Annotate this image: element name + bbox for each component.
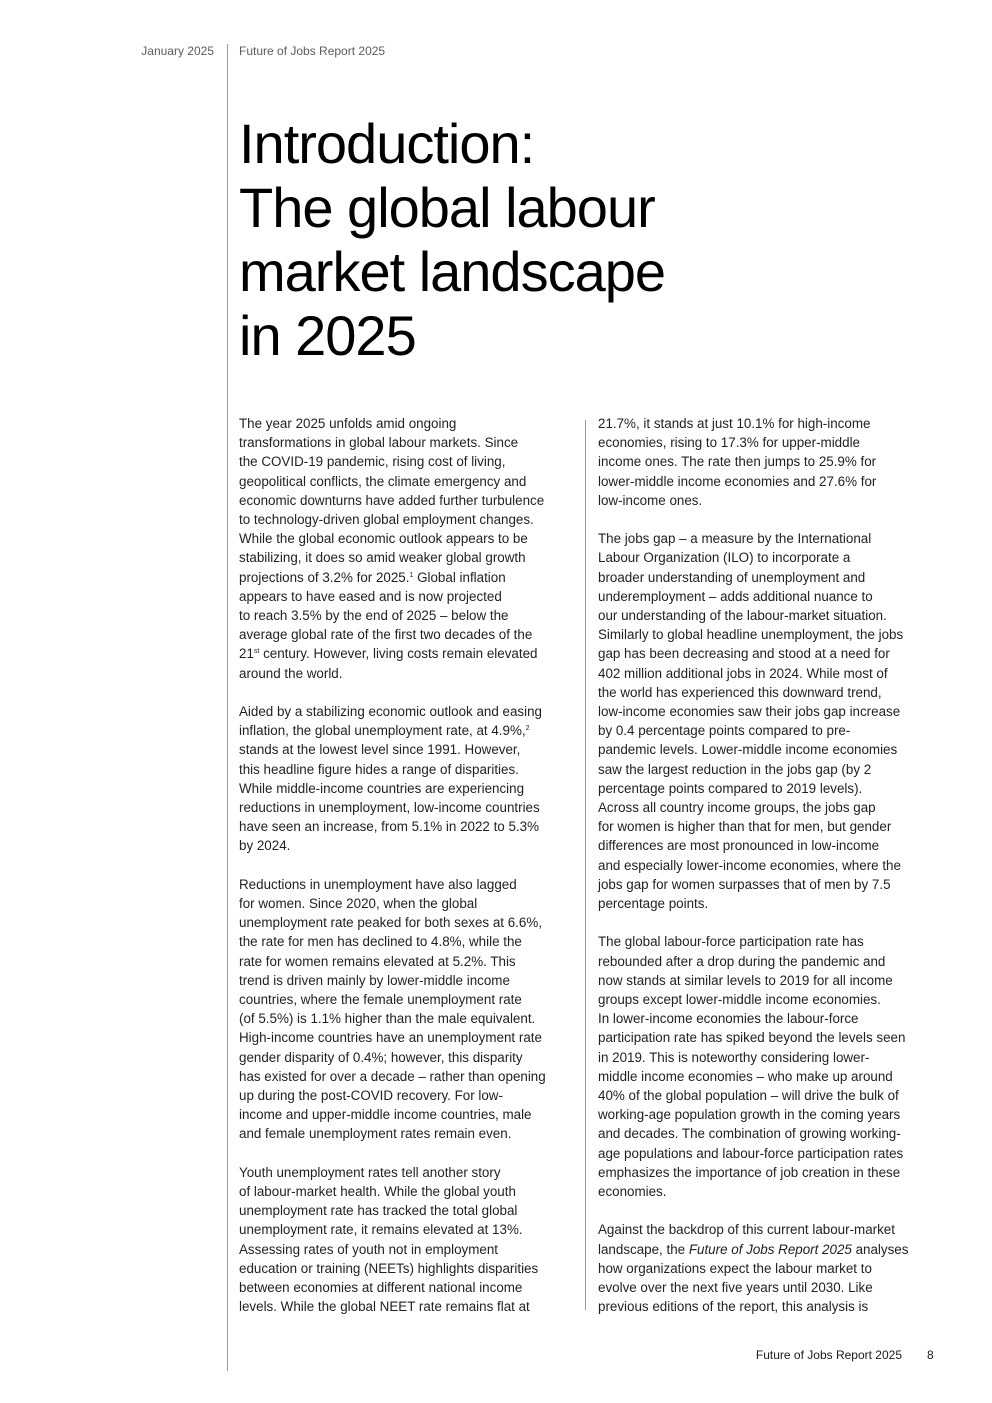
text-line: and especially lower-income economies, where the <box>598 857 901 873</box>
text-line: lower-middle income economies and 27.6% for <box>598 473 877 489</box>
text-line: underemployment – adds additional nuance to <box>598 588 873 604</box>
title-line: The global labour <box>239 176 655 239</box>
text-line: 40% of the global population – will drive the bulk of <box>598 1088 899 1104</box>
text-line: economic downturns have added further turbulence <box>239 492 545 508</box>
text-line: age populations and labour-force participation rates <box>598 1145 904 1161</box>
text-line: countries, where the female unemployment rate <box>239 992 522 1008</box>
title-line: in 2025 <box>239 304 416 367</box>
text-line: (of 5.5%) is 1.1% higher than the male equivalent. <box>239 1011 536 1027</box>
paragraph <box>239 1163 574 1317</box>
text-line: levels. While the global NEET rate remains flat at <box>239 1299 530 1315</box>
text-line: up during the post-COVID recovery. For low- <box>239 1088 503 1104</box>
ordinal-suffix: st <box>253 648 260 656</box>
text-line: Aided by a stabilizing economic outlook and easing <box>239 704 542 720</box>
text-line: has existed for over a decade – rather than opening <box>239 1068 546 1084</box>
text-line: reductions in unemployment, low-income countries <box>239 800 540 816</box>
text-line: Reductions in unemployment have also lagged <box>239 876 517 892</box>
text-line: Against the backdrop of this current labour-market <box>598 1222 895 1238</box>
text-line: and decades. The combination of growing working- <box>598 1126 901 1142</box>
text-line: unemployment rate peaked for both sexes at 6.6%, <box>239 915 542 931</box>
text-line: for women. Since 2020, when the global <box>239 896 478 912</box>
text-line: how organizations expect the labour market to <box>598 1260 872 1276</box>
text-line: Across all country income groups, the jobs gap <box>598 800 876 816</box>
paragraph <box>598 932 933 1201</box>
text-fragment: Global inflation <box>413 569 506 585</box>
footer-report-title: Future of Jobs Report 2025 <box>755 1348 902 1362</box>
text-line: While middle-income countries are experiencing <box>239 780 525 796</box>
text-line: and female unemployment rates remain even. <box>239 1126 512 1142</box>
text-line: previous editions of the report, this analysis is <box>598 1299 869 1315</box>
right-text-column <box>598 414 933 1336</box>
text-line: rebounded after a drop during the pandemic and <box>598 953 886 969</box>
text-line: appears to have eased and is now projected <box>239 588 502 604</box>
text-line: Youth unemployment rates tell another story <box>239 1164 501 1180</box>
vertical-divider <box>227 44 228 1371</box>
text-line: evolve over the next five years until 2030. Like <box>598 1280 873 1296</box>
paragraph <box>239 875 574 1144</box>
text-line: 402 million additional jobs in 2024. While most of <box>598 665 888 681</box>
footnote-marker[interactable]: 2 <box>525 725 530 733</box>
paragraph <box>598 529 933 913</box>
text-fragment: 21 <box>239 646 254 662</box>
text-line: now stands at similar levels to 2019 for all income <box>598 972 893 988</box>
text-line: rate for women remains elevated at 5.2%. This <box>239 953 516 969</box>
text-line: The year 2025 unfolds amid ongoing <box>239 416 457 431</box>
text-fragment: projections of 3.2% for 2025. <box>239 569 410 585</box>
paragraph <box>598 1220 933 1316</box>
text-line: this headline figure hides a range of disparities. <box>239 761 519 777</box>
text-line: gender disparity of 0.4%; however, this disparity <box>239 1049 523 1065</box>
text-line: middle income economies – who make up around <box>598 1068 893 1084</box>
text-line: High-income countries have an unemployment rate <box>239 1030 542 1046</box>
text-line: Labour Organization (ILO) to incorporate a <box>598 550 851 566</box>
title-line: market landscape <box>239 240 666 303</box>
text-line: economies, rising to 17.3% for upper-middle <box>598 435 860 451</box>
page-title <box>239 112 939 368</box>
column-divider <box>585 420 586 1310</box>
text-line: Similarly to global headline unemployment, the jobs <box>598 627 904 643</box>
text-line: low-income economies saw their jobs gap increase <box>598 704 901 720</box>
paragraph <box>598 414 933 510</box>
text-fragment: landscape, the <box>598 1241 689 1257</box>
text-line: participation rate has spiked beyond the levels seen <box>598 1030 906 1046</box>
text-line: the world has experienced this downward trend, <box>598 684 882 700</box>
text-line: income ones. The rate then jumps to 25.9% for <box>598 454 877 470</box>
text-line: The jobs gap – a measure by the International <box>598 531 872 547</box>
text-line: unemployment rate, it remains elevated at 13%. <box>239 1222 523 1238</box>
left-text-column <box>239 414 574 1336</box>
text-line: working-age population growth in the coming years <box>598 1107 901 1123</box>
footnote-marker[interactable]: 1 <box>409 571 414 579</box>
text-line: broader understanding of unemployment and <box>598 569 866 585</box>
text-line: between economies at different national income <box>239 1280 523 1296</box>
text-line: pandemic levels. Lower-middle income economies <box>598 742 898 758</box>
text-line: around the world. <box>239 665 343 681</box>
text-line: saw the largest reduction in the jobs gap (by 2 <box>598 761 872 777</box>
text-fragment: inflation, the global unemployment rate, at 4.9%, <box>239 723 526 739</box>
text-line: trend is driven mainly by lower-middle income <box>239 972 510 988</box>
text-line: our understanding of the labour-market situation. <box>598 608 887 624</box>
text-line: unemployment rate has tracked the total global <box>239 1203 518 1219</box>
text-line <box>239 721 574 740</box>
text-line: emphasizes the importance of job creation in these <box>598 1164 901 1180</box>
report-title-italic: Future of Jobs Report 2025 <box>688 1241 852 1257</box>
text-line: to reach 3.5% by the end of 2025 – below the <box>239 608 509 624</box>
text-line: stabilizing, it does so amid weaker global growth <box>239 550 526 566</box>
text-line: the rate for men has declined to 4.8%, while the <box>239 934 522 950</box>
text-line: have seen an increase, from 5.1% in 2022 to 5.3% <box>239 819 539 835</box>
text-line: percentage points. <box>598 896 709 912</box>
text-line <box>239 568 574 587</box>
title-line: Introduction: <box>239 112 535 175</box>
text-line: In lower-income economies the labour-force <box>598 1011 859 1027</box>
text-line: differences are most pronounced in low-income <box>598 838 880 854</box>
text-line: low-income ones. <box>598 492 703 508</box>
text-line: for women is higher than that for men, but gender <box>598 819 892 835</box>
text-line: average global rate of the first two decades of the <box>239 627 533 643</box>
text-line: 21.7%, it stands at just 10.1% for high-income <box>598 416 871 431</box>
text-fragment: century. However, living costs remain elevated <box>259 646 538 662</box>
text-line: of labour-market health. While the global youth <box>239 1184 516 1200</box>
text-line: economies. <box>598 1184 667 1200</box>
text-line: in 2019. This is noteworthy considering lower- <box>598 1049 870 1065</box>
text-line: gap has been decreasing and stood at a need for <box>598 646 890 662</box>
paragraph <box>239 414 574 683</box>
text-line: transformations in global labour markets. Since <box>239 435 519 451</box>
text-line <box>598 1240 933 1259</box>
paragraph <box>239 702 574 856</box>
header-date: January 2025 <box>141 44 214 58</box>
text-line: by 0.4 percentage points compared to pre- <box>598 723 851 739</box>
text-line: education or training (NEETs) highlights disparities <box>239 1260 539 1276</box>
text-line <box>239 644 574 663</box>
text-line: While the global economic outlook appears to be <box>239 531 528 547</box>
text-line: to technology-driven global employment changes. <box>239 512 534 528</box>
text-line: groups except lower-middle income economies. <box>598 992 881 1008</box>
text-line: The global labour-force participation rate has <box>598 934 864 950</box>
text-line: stands at the lowest level since 1991. However, <box>239 742 521 758</box>
text-line: the COVID-19 pandemic, rising cost of living, <box>239 454 506 470</box>
text-fragment: analyses <box>851 1241 909 1257</box>
text-line: Assessing rates of youth not in employment <box>239 1241 499 1257</box>
text-line: geopolitical conflicts, the climate emergency and <box>239 473 527 489</box>
header-report-title: Future of Jobs Report 2025 <box>239 44 386 58</box>
text-line: percentage points compared to 2019 levels). <box>598 780 863 796</box>
text-line: income and upper-middle income countries, male <box>239 1107 532 1123</box>
text-line: by 2024. <box>239 838 291 854</box>
page-number: 8 <box>927 1348 934 1362</box>
text-line: jobs gap for women surpasses that of men by 7.5 <box>598 876 891 892</box>
